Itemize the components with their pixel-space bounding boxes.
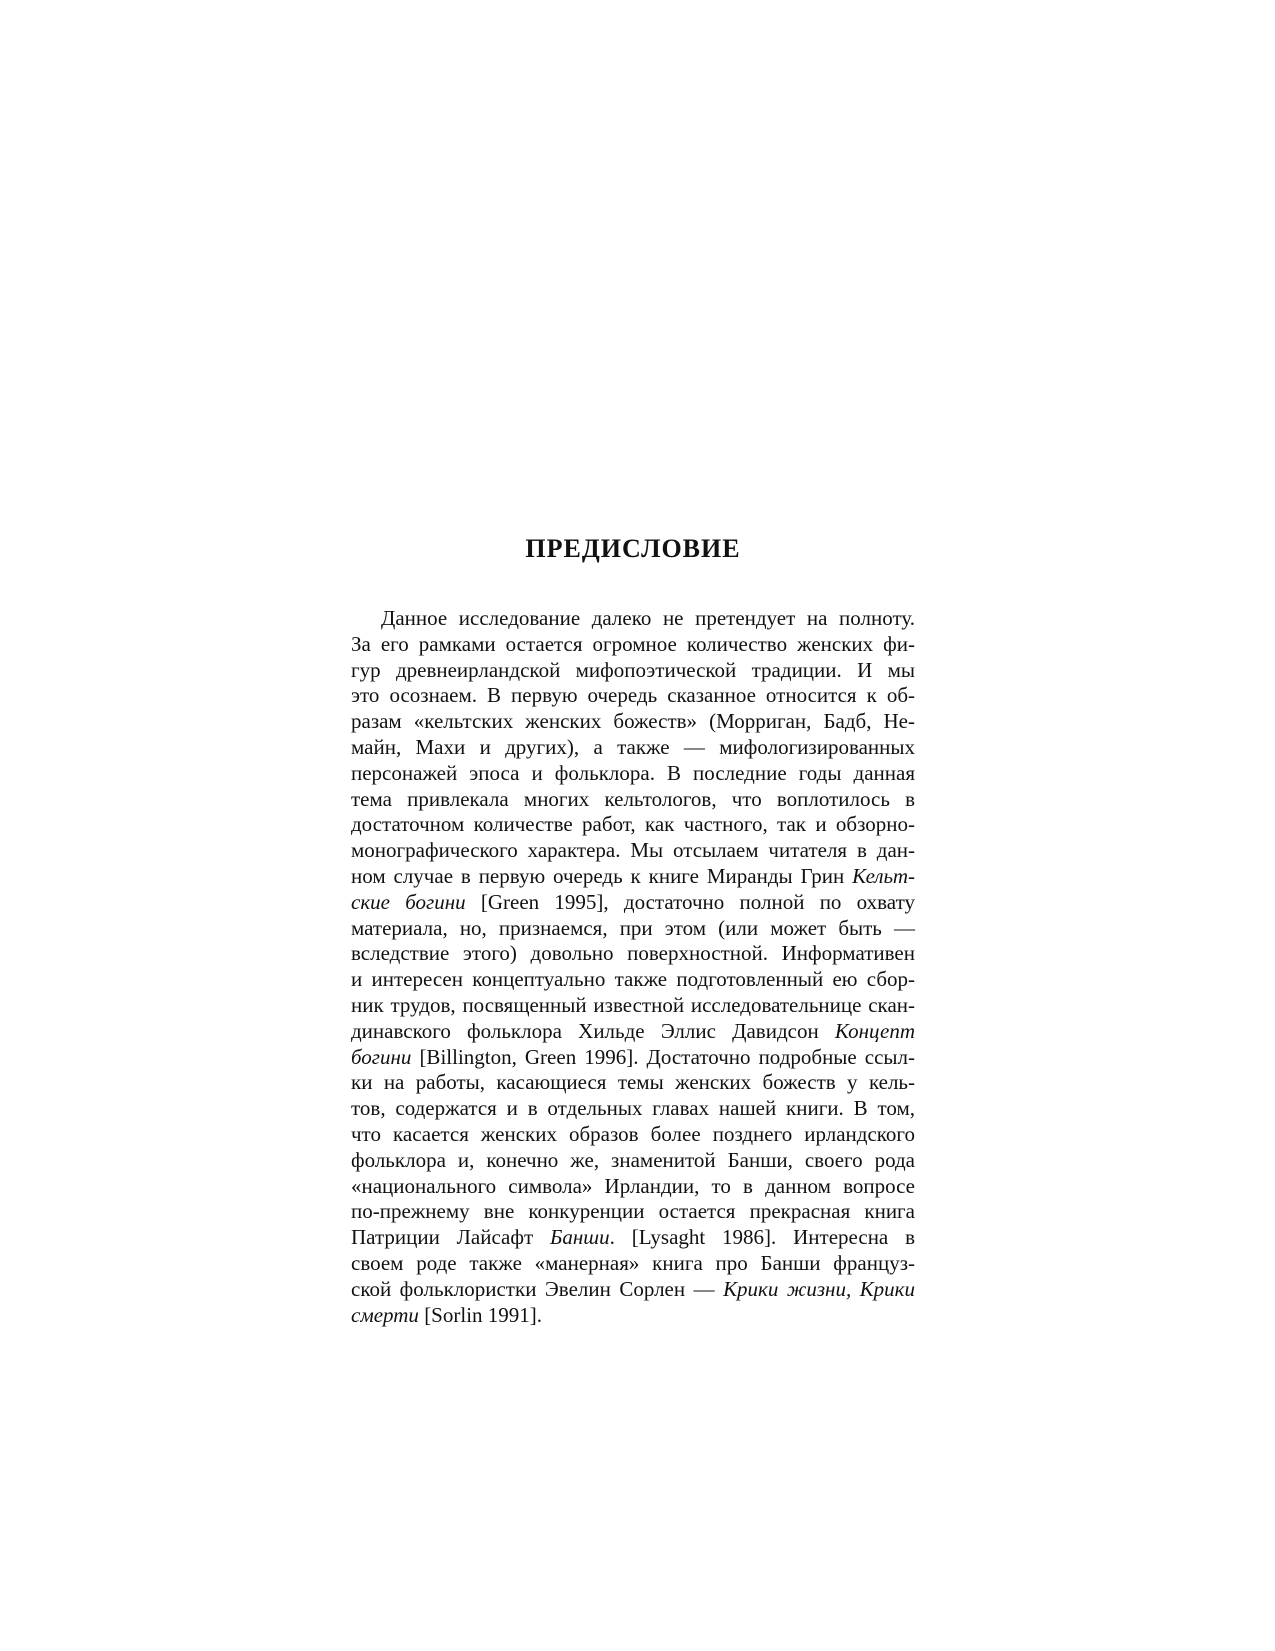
paragraph-line — [351, 658, 915, 684]
paragraph-line — [351, 1174, 915, 1200]
paragraph-line — [351, 1122, 915, 1148]
page — [351, 532, 915, 1327]
paragraph-line — [351, 761, 915, 787]
text-run: своем роде также «манерная» книга про Банши француз- — [351, 1250, 915, 1275]
text-run: монографического характера. Мы отсылаем читателя в дан- — [351, 838, 915, 863]
paragraph-line — [351, 967, 915, 993]
paragraph-line — [351, 1225, 915, 1251]
text-run: «национального символа» Ирландии, то в данном вопросе — [351, 1173, 915, 1198]
text-run: тема привлекала многих кельтологов, что воплотилось в — [351, 786, 915, 811]
paragraph-line — [351, 864, 915, 890]
text-run: ки на работы, касающиеся темы женских божеств у кель- — [351, 1070, 915, 1095]
paragraph-line — [351, 1096, 915, 1122]
paragraph-line — [351, 1070, 915, 1096]
italic-title: ские богини — [351, 889, 466, 914]
text-run: майн, Махи и других), а также — мифологизированных — [351, 734, 915, 759]
text-run: и интересен концептуально также подготовленный ею сбор- — [351, 967, 915, 992]
paragraph-line — [351, 838, 915, 864]
paragraph-line — [351, 1277, 915, 1303]
paragraph-line — [351, 606, 915, 632]
paragraph-line — [351, 735, 915, 761]
paragraph-line — [351, 1199, 915, 1225]
text-run: это осознаем. В первую очередь сказанное относится к об- — [351, 683, 915, 708]
text-run: . [Lysaght 1986]. Интересна в — [609, 1225, 915, 1250]
paragraph-line — [351, 683, 915, 709]
text-run: ном случае в первую очередь к книге Миранды Грин — [351, 863, 853, 888]
text-run: по-прежнему вне конкуренции остается прекрасная книга — [351, 1199, 915, 1224]
text-run: что касается женских образов более позднего ирландского — [351, 1121, 915, 1146]
text-run: персонажей эпоса и фольклора. В последние годы данная — [351, 760, 915, 785]
text-run: ской фольклористки Эвелин Сорлен — — [351, 1276, 724, 1301]
italic-title: Концепт — [834, 1018, 915, 1043]
text-run: достаточном количестве работ, как частного, так и обзорно- — [351, 812, 915, 837]
paragraph-line — [351, 916, 915, 942]
page-title: ПРЕДИСЛОВИЕ — [525, 534, 741, 563]
italic-title: Банши — [549, 1225, 610, 1250]
italic-title: Кельт- — [852, 863, 915, 888]
text-run: разам «кельтских женских божеств» (Морриган, Бадб, Не- — [351, 709, 915, 734]
text-run: материала, но, признаемся, при этом (или может быть — — [351, 915, 915, 940]
text-run: фольклора и, конечно же, знаменитой Банши, своего рода — [351, 1147, 915, 1172]
italic-title: богини — [351, 1044, 412, 1069]
italic-title: смерти — [351, 1302, 419, 1327]
paragraph-line — [351, 941, 915, 967]
text-run: [Billington, Green 1996]. Достаточно подробные ссыл- — [411, 1044, 915, 1069]
text-run: динавского фольклора Хильде Эллис Давидсон — [351, 1018, 835, 1043]
paragraph-line — [351, 709, 915, 735]
italic-title: Крики жизни, Крики — [723, 1276, 915, 1301]
text-run: тов, содержатся и в отдельных главах нашей книги. В том, — [351, 1096, 915, 1121]
paragraph-line — [351, 993, 915, 1019]
paragraph-line — [351, 890, 915, 916]
paragraph-line — [351, 1303, 915, 1329]
paragraph-line — [351, 787, 915, 813]
paragraph-line — [351, 1148, 915, 1174]
text-run: гур древнеирландской мифопоэтической традиции. И мы — [351, 657, 915, 682]
text-run: Данное исследование далеко не претендует на полноту. — [381, 606, 915, 630]
paragraph-line — [351, 1045, 915, 1071]
paragraph-line — [351, 1019, 915, 1045]
text-run: [Green 1995], достаточно полной по охвату — [465, 889, 915, 914]
body-paragraph — [351, 606, 915, 1328]
paragraph-line — [351, 1251, 915, 1277]
text-run: За его рамками остается огромное количество женских фи- — [351, 631, 915, 656]
text-run: [Sorlin 1991]. — [418, 1302, 543, 1327]
paragraph-line — [351, 632, 915, 658]
text-run: вследствие этого) довольно поверхностной. Информативен — [351, 941, 915, 966]
text-run: Патриции Лайсафт — [351, 1225, 550, 1250]
text-run: ник трудов, посвященный известной исследовательнице скан- — [351, 992, 915, 1017]
paragraph-line — [351, 812, 915, 838]
